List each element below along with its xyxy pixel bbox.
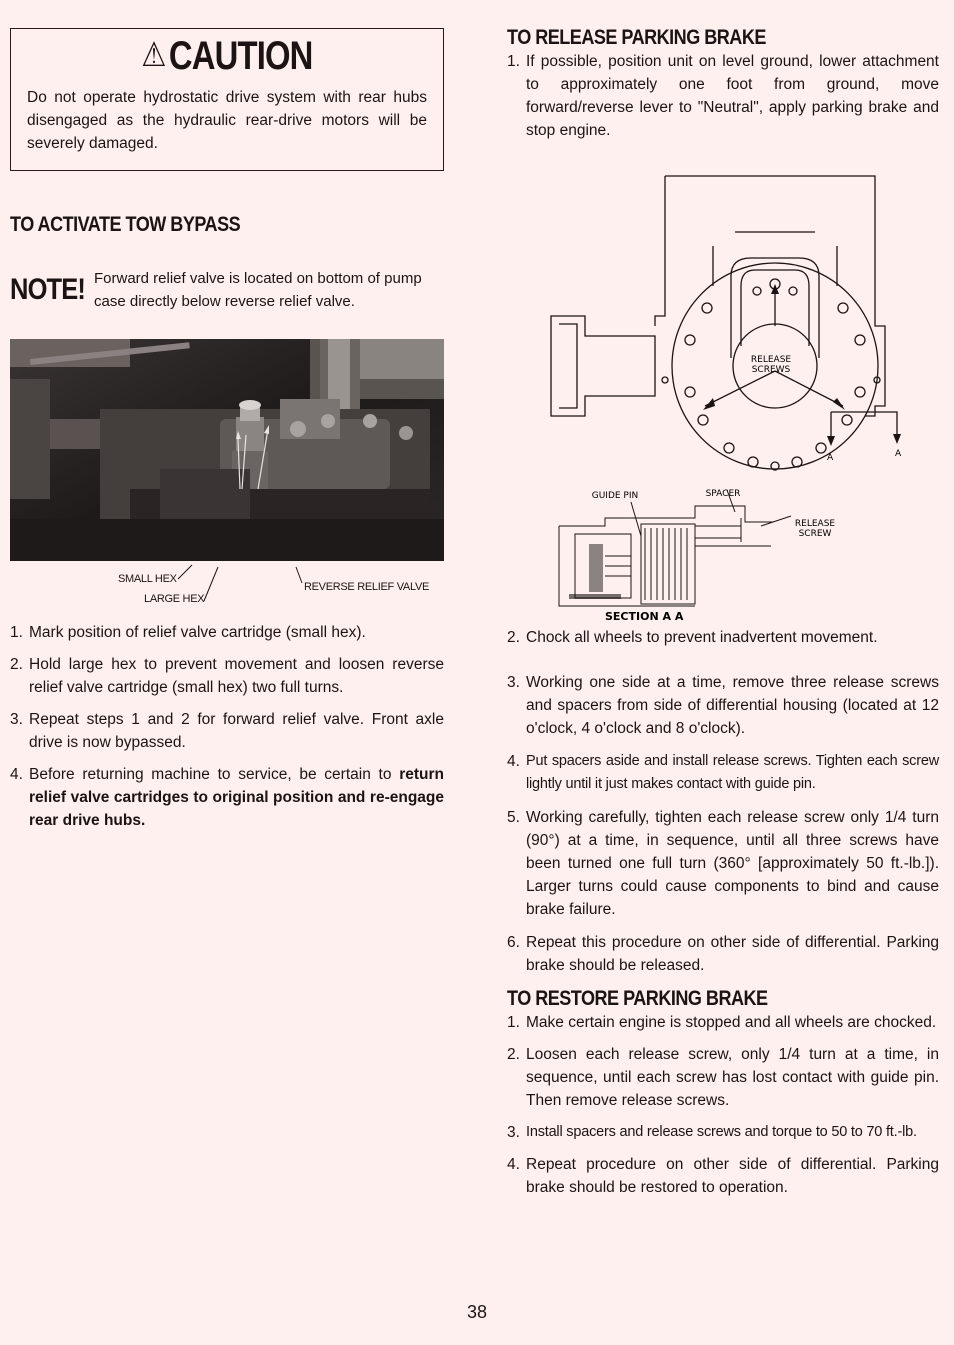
list-item: 1. If possible, position unit on level ground, lower attachment to approximately one foot from ground, move forward/reverse lever to "Neutral", apply parking brake and stop engine. [507, 53, 939, 139]
release-screw-label-1: RELEASE [794, 519, 836, 529]
tow-bypass-heading: TO ACTIVATE TOW BYPASS [10, 213, 241, 236]
list-item: 4. Put spacers aside and install release screws. Tighten each screw lightly until it just makes contact with guide pin. [507, 753, 939, 792]
left-column [10, 28, 444, 841]
page-number: 38 [466, 1302, 488, 1322]
release-brake-step-1 [507, 50, 939, 142]
guide-pin-label: GUIDE PIN [591, 491, 639, 501]
warning-triangle-icon: ⚠ [141, 36, 166, 74]
list-item: 2. Hold large hex to prevent movement and loosen reverse relief valve cartridge (small hex) two full turns. [10, 656, 444, 696]
list-item: 6. Repeat this procedure on other side of differential. Parking brake should be released. [507, 934, 939, 974]
right-column [507, 24, 939, 1208]
list-item: 5. Working carefully, tighten each release screw only 1/4 turn (90°) at a time, in sequence, until all three screws have been turned one full turn (360° [approximately 50 ft.-lb.]). Larger turns could cause components to bind and cause brake failure. [507, 809, 939, 918]
list-item: 3. Repeat steps 1 and 2 for forward relief valve. Front axle drive is now bypassed. [10, 711, 444, 751]
release-screws-label-1: RELEASE [750, 355, 792, 365]
note [10, 267, 444, 313]
release-screw-label-2: SCREW [798, 529, 832, 539]
photo-labels [10, 561, 444, 621]
list-item: 2. Chock all wheels to prevent inadvertent movement. [507, 629, 878, 646]
release-brake-heading: TO RELEASE PARKING BRAKE [507, 26, 766, 49]
release-brake-steps [507, 626, 939, 977]
reverse-relief-valve-label: REVERSE RELIEF VALVE [304, 581, 430, 593]
restore-brake-steps [507, 1011, 939, 1199]
list-item: 1. Mark position of relief valve cartridge (small hex). [10, 624, 366, 641]
caution-title: ⚠CAUTION [141, 34, 313, 78]
caution-text: Do not operate hydrostatic drive system with rear hubs disengaged as the hydraulic rear-drive motors will be severely damaged. [27, 89, 427, 152]
list-item: 2. Loosen each release screw, only 1/4 turn at a time, in sequence, until each screw has lost contact with guide pin. Then remove release screws. [507, 1046, 939, 1109]
spacer-label: SPACER [705, 489, 741, 499]
caution-box [10, 28, 444, 171]
list-item: 4. Before returning machine to service, be certain to return relief valve cartridges to original position and re-engage rear drive hubs. [10, 766, 444, 829]
differential-diagram [545, 166, 915, 626]
small-hex-label: SMALL HEX [118, 573, 177, 585]
tow-bypass-steps [10, 621, 444, 832]
list-item: 3. Working one side at a time, remove three release screws and spacers from side of differential housing (located at 12 o'clock, 4 o'clock and 8 o'clock). [507, 674, 939, 737]
note-text: Forward relief valve is located on bottom of pump case directly below reverse relief valve. [94, 270, 422, 310]
section-marker-a-right: A [895, 449, 902, 459]
relief-valve-photo [10, 339, 444, 561]
list-item: 1. Make certain engine is stopped and all wheels are chocked. [507, 1014, 937, 1031]
release-screws-label-2: SCREWS [751, 365, 791, 375]
note-label: NOTE! [10, 273, 86, 306]
list-item: 4. Repeat procedure on other side of differential. Parking brake should be restored to operation. [507, 1156, 939, 1196]
section-marker-a-left: A [827, 453, 834, 463]
large-hex-label: LARGE HEX [144, 593, 205, 605]
bold-warning-text: return relief valve cartridges to original position and re-engage rear drive hubs. [29, 766, 444, 829]
section-aa-label: SECTION A A [605, 610, 684, 623]
list-item: 3. Install spacers and release screws and torque to 50 to 70 ft.-lb. [507, 1124, 917, 1141]
restore-brake-heading: TO RESTORE PARKING BRAKE [507, 987, 768, 1010]
